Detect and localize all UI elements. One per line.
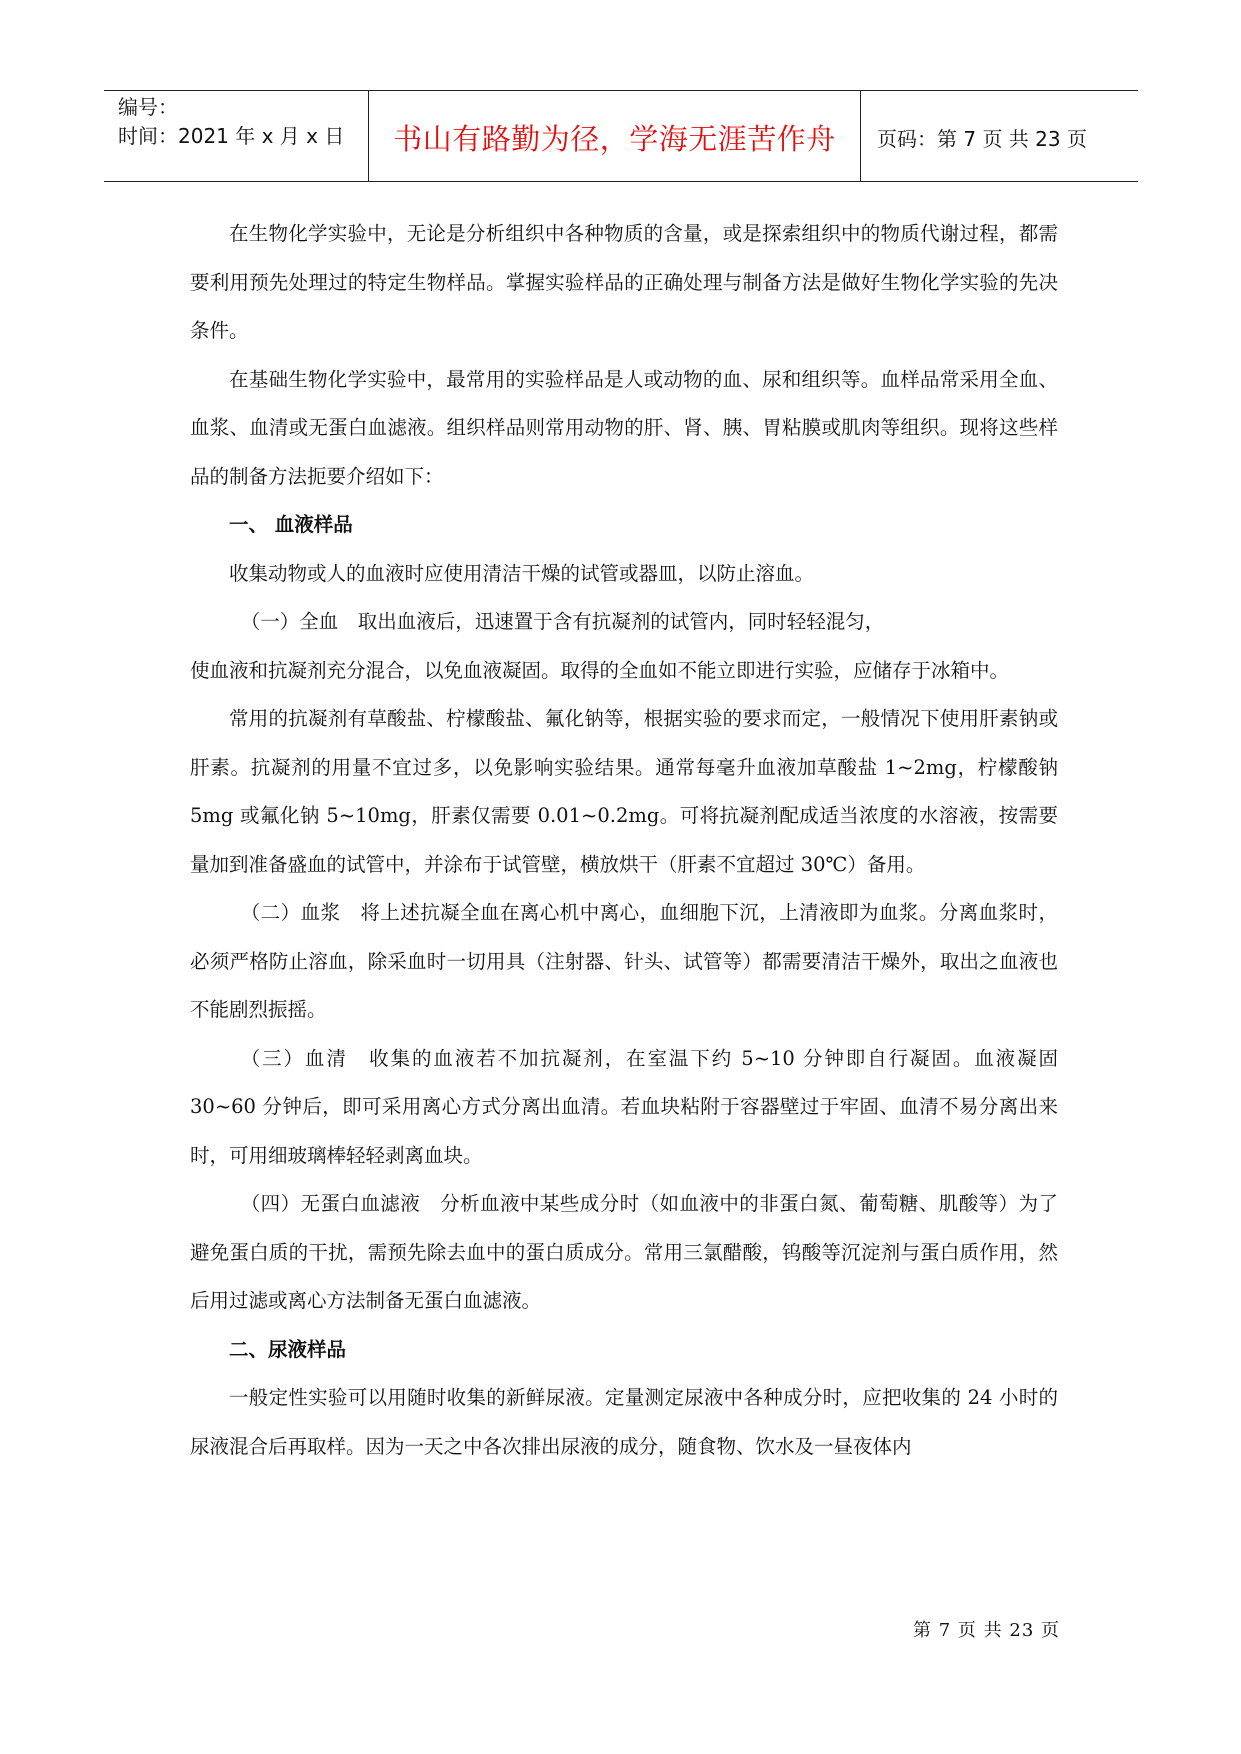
section-heading-blood: 一、 血液样品 [229,513,353,536]
paragraph-protein-free-filtrate: （四）无蛋白血滤液 分析血液中某些成分时（如血液中的非蛋白氮、葡萄糖、肌酸等）为了避免蛋白质的干扰，需预先除去血中的蛋白质成分。常用三氯醋酸，钨酸等沉淀剂与蛋白质作用，然后用过滤或离心方法制备无蛋白血滤液。 [190,1192,1058,1312]
page-header [104,90,1138,182]
paragraph-whole-blood-cont: 使血液和抗凝剂充分混合，以免血液凝固。取得的全血如不能立即进行实验，应储存于冰箱中。 [190,658,1010,682]
header-motto: 书山有路勤为径，学海无涯苦作舟 [393,121,836,156]
paragraph-serum: （三）血清 收集的血液若不加抗凝剂，在室温下约 5~10 分钟即自行凝固。血液凝固 30~60 分钟后，即可采用离心方式分离出血清。若血块粘附于容器壁过于牢固、血清不易分离出来时，可用细玻璃棒轻轻剥离血块。 [190,1046,1058,1167]
paragraph-intro: 在生物化学实验中，无论是分析组织中各种物质的含量，或是探索组织中的物质代谢过程，都需要利用预先处理过的特定生物样品。掌握实验样品的正确处理与制备方法是做好生物化学实验的先决条件。 [190,222,1058,342]
paragraph-anticoagulants: 常用的抗凝剂有草酸盐、柠檬酸盐、氟化钠等，根据实验的要求而定，一般情况下使用肝素钠或肝素。抗凝剂的用量不宜过多，以免影响实验结果。通常每毫升血液加草酸盐 1~2mg，柠檬酸钠 5mg 或氟化钠 5~10mg，肝素仅需要 0.01~0.2mg。可将抗凝剂配成适当浓度的水溶液，按需要量加到准备盛血的试管中，并涂布于试管壁，横放烘干（肝素不宜超过 30℃）备用。 [190,707,1058,876]
document-body [190,210,1058,1471]
section-heading-urine: 二、尿液样品 [229,1337,347,1361]
header-page-info: 页码：第 7 页 共 23 页 [877,126,1087,151]
page-footer-number: 第 7 页 共 23 页 [913,1620,1060,1641]
header-meta [118,93,363,151]
paragraph-blood-collection: 收集动物或人的血液时应使用清洁干燥的试管或器皿，以防止溶血。 [229,561,815,585]
paragraph-whole-blood-line1: （一）全血 取出血液后，迅速置于含有抗凝剂的试管内，同时轻轻混匀， [240,610,885,633]
paragraph-urine: 一般定性实验可以用随时收集的新鲜尿液。定量测定尿液中各种成分时，应把收集的 24 小时的尿液混合后再取样。因为一天之中各次排出尿液的成分，随食物、饮水及一昼夜体内 [190,1386,1058,1458]
paragraph-samples-overview: 在基础生物化学实验中，最常用的实验样品是人或动物的血、尿和组织等。血样品常采用全血、血浆、血清或无蛋白血滤液。组织样品则常用动物的肝、肾、胰、胃粘膜或肌肉等组织。现将这些样品的制备方法扼要介绍如下： [190,367,1058,488]
document-number-label: 编号： [118,95,178,119]
document-time-label: 时间：2021 年 x 月 x 日 [118,124,345,148]
paragraph-plasma: （二）血浆 将上述抗凝全血在离心机中离心，血细胞下沉，上清液即为血浆。分离血浆时，必须严格防止溶血，除采血时一切用具（注射器、针头、试管等）都需要清洁干燥外，取出之血液也不能剧烈振摇。 [190,901,1058,1021]
